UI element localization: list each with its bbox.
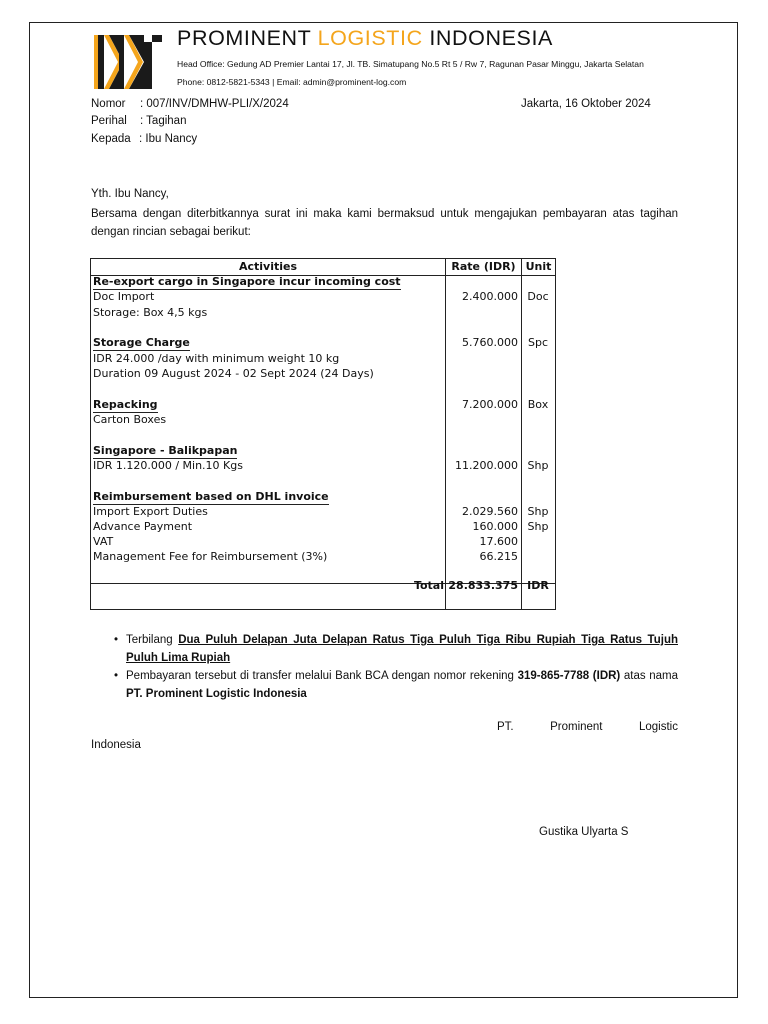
header-unit: Unit	[525, 260, 552, 273]
invoice-table	[90, 258, 556, 610]
letter-number	[91, 98, 289, 110]
table-row-unit: Shp	[527, 520, 549, 533]
total-label: Total	[413, 579, 444, 592]
table-row-rate: 17.600	[479, 535, 518, 548]
head-office-address: Head Office: Gedung AD Premier Lantai 17, Jl. TB. Simatupang No.5 Rt 5 / Rw 7, Ragunan Pasar Minggu, Jakarta Selatan	[177, 59, 644, 69]
table-row-unit: Box	[527, 398, 549, 411]
table-row-desc: Duration 09 August 2024 - 02 Sept 2024 (24 Days)	[93, 367, 374, 380]
header-activities: Activities	[238, 260, 298, 273]
table-row-rate: 66.215	[479, 550, 518, 563]
table-row-rate: 160.000	[472, 520, 518, 533]
table-row-rate: 5.760.000	[462, 336, 518, 349]
letter-recipient	[91, 133, 197, 145]
table-row-desc: IDR 24.000 /day with minimum weight 10 kg	[93, 352, 340, 365]
signature-company-cont: Indonesia	[91, 739, 141, 751]
company-name: PROMINENT LOGISTIC INDONESIA	[177, 26, 553, 50]
perihal-value: : Tagihan	[140, 115, 187, 127]
section-heading: Re-export cargo in Singapore incur incoming cost	[93, 275, 401, 288]
bullet-icon: •	[114, 634, 119, 646]
letter-subject	[91, 115, 186, 127]
table-row-desc: Import Export Duties	[93, 505, 208, 518]
greeting: Yth. Ibu Nancy,	[91, 188, 169, 200]
section-heading: Storage Charge	[93, 336, 190, 349]
perihal-label: Perihal	[91, 115, 127, 127]
notes-list	[114, 631, 678, 703]
table-row-desc: Carton Boxes	[93, 413, 167, 426]
kepada-label: Kepada	[91, 133, 131, 145]
company-name-accent: LOGISTIC	[317, 26, 423, 50]
nomor-value: : 007/INV/DMHW-PLI/X/2024	[140, 98, 289, 110]
signature-company: PT. Prominent Logistic	[497, 721, 678, 733]
header-rate: Rate (IDR)	[451, 260, 516, 273]
company-logo	[92, 32, 166, 92]
bullet-icon: •	[114, 670, 119, 682]
signer-name: Gustika Ulyarta S	[539, 826, 629, 838]
table-row-unit: Spc	[527, 336, 548, 349]
table-row-unit: Shp	[527, 459, 549, 472]
account-number: 319-865-7788 (IDR)	[517, 670, 621, 682]
section-heading: Repacking	[93, 398, 158, 411]
table-row-desc: VAT	[93, 535, 114, 548]
total-unit: IDR	[527, 579, 549, 592]
table-row-desc: Management Fee for Reimbursement (3%)	[93, 550, 328, 563]
list-item: • Terbilang Dua Puluh Delapan Juta Delapan Ratus Tiga Puluh Tiga Ribu Rupiah Tiga Ratus Tujuh Puluh Lima Rupiah	[114, 631, 678, 667]
nomor-label: Nomor	[91, 98, 126, 110]
table-row-rate: 2.029.560	[462, 505, 518, 518]
section-heading: Singapore - Balikpapan	[93, 444, 238, 457]
total-value: 28.833.375	[448, 579, 518, 592]
account-name: PT. Prominent Logistic Indonesia	[126, 688, 307, 700]
table-row-rate: 7.200.000	[462, 398, 518, 411]
amount-in-words: Dua Puluh Delapan Juta Delapan Ratus Tiga Puluh Tiga Ribu Rupiah Tiga Ratus Tujuh Puluh Lima Rupiah	[126, 634, 678, 664]
section-heading: Reimbursement based on DHL invoice	[93, 490, 329, 503]
table-row-desc: Storage: Box 4,5 kgs	[93, 306, 208, 319]
table-row-unit: Doc	[527, 290, 549, 303]
intro-paragraph: Bersama dengan diterbitkannya surat ini maka kami bermaksud untuk mengajukan pembayaran atas tagihan dengan rincian sebagai berikut:	[91, 208, 678, 238]
kepada-value: : Ibu Nancy	[139, 133, 198, 145]
table-row-desc: Advance Payment	[93, 520, 193, 533]
list-item: • Pembayaran tersebut di transfer melalui Bank BCA dengan nomor rekening 319-865-7788 (IDR) atas nama PT. Prominent Logistic Indonesia	[114, 667, 678, 703]
table-row-desc: IDR 1.120.000 / Min.10 Kgs	[93, 459, 243, 472]
table-row-rate: 2.400.000	[462, 290, 518, 303]
table-row-unit: Shp	[527, 505, 549, 518]
contact-info: Phone: 0812-5821-5343 | Email: admin@prominent-log.com	[177, 77, 407, 87]
place-date: Jakarta, 16 Oktober 2024	[521, 98, 651, 110]
table-row-desc: Doc Import	[93, 290, 155, 303]
table-row-rate: 11.200.000	[455, 459, 518, 472]
